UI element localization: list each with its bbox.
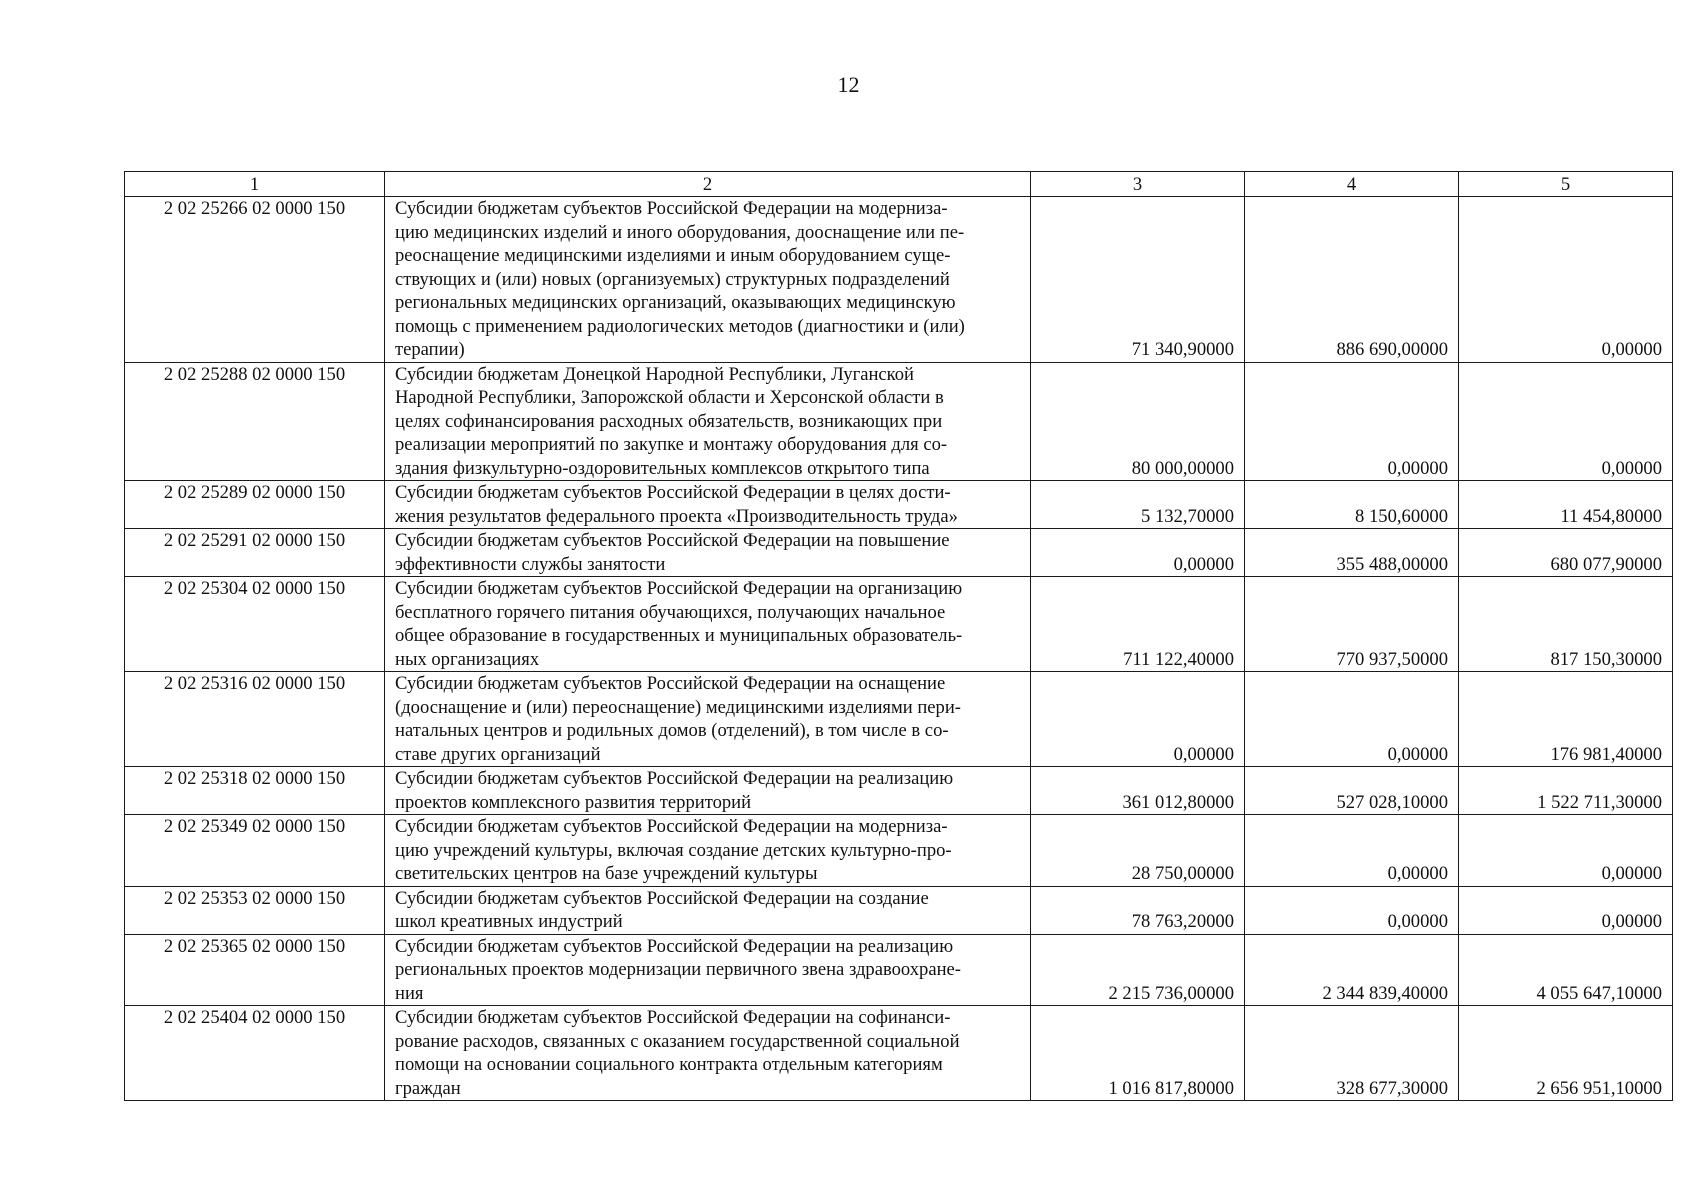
description-line: Субсидии бюджетам субъектов Российской Федерации на софинанси- bbox=[395, 1007, 951, 1028]
revenue-code: 2 02 25288 02 0000 150 bbox=[125, 362, 385, 481]
description-line: школ креативных индустрий bbox=[395, 911, 623, 932]
description-line: Субсидии бюджетам субъектов Российской Федерации на оснащение bbox=[395, 673, 946, 694]
description-line: эффективности службы занятости bbox=[395, 553, 666, 575]
amount-col-4: 8 150,60000 bbox=[1245, 481, 1459, 529]
amount-col-3: 361 012,80000 bbox=[1031, 767, 1245, 815]
amount-col-5: 680 077,90000 bbox=[1459, 529, 1673, 577]
revenue-description bbox=[385, 767, 1031, 815]
description-line: помощи на основании социального контракта отдельным категориям bbox=[395, 1054, 943, 1075]
amount-col-5: 0,00000 bbox=[1459, 886, 1673, 934]
description-line: ных организациях bbox=[395, 648, 540, 670]
revenue-code: 2 02 25365 02 0000 150 bbox=[125, 934, 385, 1006]
amount-col-3: 711 122,40000 bbox=[1031, 577, 1245, 672]
amount-col-3: 2 215 736,00000 bbox=[1031, 934, 1245, 1006]
amount-col-3: 0,00000 bbox=[1031, 529, 1245, 577]
revenue-code: 2 02 25349 02 0000 150 bbox=[125, 815, 385, 887]
revenue-code: 2 02 25266 02 0000 150 bbox=[125, 197, 385, 363]
revenue-code: 2 02 25404 02 0000 150 bbox=[125, 1006, 385, 1101]
header-cell-5: 5 bbox=[1459, 172, 1673, 197]
amount-col-5: 0,00000 bbox=[1459, 362, 1673, 481]
table-row bbox=[125, 481, 1673, 529]
amount-col-4: 328 677,30000 bbox=[1245, 1006, 1459, 1101]
description-line: региональных медицинских организаций, оказывающих медицинскую bbox=[395, 292, 956, 313]
description-line: ставе других организаций bbox=[395, 743, 601, 765]
description-line: реализации мероприятий по закупке и монтажу оборудования для со- bbox=[395, 434, 948, 455]
amount-col-4: 0,00000 bbox=[1245, 886, 1459, 934]
amount-col-3: 5 132,70000 bbox=[1031, 481, 1245, 529]
revenue-description bbox=[385, 934, 1031, 1006]
amount-col-4: 770 937,50000 bbox=[1245, 577, 1459, 672]
revenue-description bbox=[385, 197, 1031, 363]
revenue-description bbox=[385, 577, 1031, 672]
description-line: цию учреждений культуры, включая создание детских культурно-про- bbox=[395, 839, 952, 861]
description-line: Субсидии бюджетам Донецкой Народной Республики, Луганской bbox=[395, 363, 915, 385]
description-line: Субсидии бюджетам субъектов Российской Федерации на организацию bbox=[395, 578, 963, 599]
description-line: проектов комплексного развития территорий bbox=[395, 791, 752, 813]
amount-col-5: 2 656 951,10000 bbox=[1459, 1006, 1673, 1101]
revenue-description bbox=[385, 1006, 1031, 1101]
amount-col-5: 176 981,40000 bbox=[1459, 672, 1673, 767]
amount-col-4: 0,00000 bbox=[1245, 815, 1459, 887]
revenue-code: 2 02 25353 02 0000 150 bbox=[125, 886, 385, 934]
table-row bbox=[125, 362, 1673, 481]
amount-col-3: 28 750,00000 bbox=[1031, 815, 1245, 887]
description-line: реоснащение медицинскими изделиями и иным оборудованием суще- bbox=[395, 245, 951, 266]
amount-col-5: 0,00000 bbox=[1459, 197, 1673, 363]
header-cell-2: 2 bbox=[385, 172, 1031, 197]
description-line: (дооснащение и (или) переоснащение) медицинскими изделиями пери- bbox=[395, 696, 961, 718]
description-line: натальных центров и родильных домов (отделений), в том числе в со- bbox=[395, 720, 949, 741]
amount-col-5: 1 522 711,30000 bbox=[1459, 767, 1673, 815]
description-line: помощь с применением радиологических методов (диагностики и (или) bbox=[395, 315, 965, 337]
table-row bbox=[125, 767, 1673, 815]
description-line: Субсидии бюджетам субъектов Российской Федерации на повышение bbox=[395, 530, 950, 551]
header-cell-3: 3 bbox=[1031, 172, 1245, 197]
description-line: Субсидии бюджетам субъектов Российской Федерации на реализацию bbox=[395, 768, 954, 789]
amount-col-3: 80 000,00000 bbox=[1031, 362, 1245, 481]
description-line: общее образование в государственных и муниципальных образователь- bbox=[395, 625, 963, 646]
revenue-code: 2 02 25304 02 0000 150 bbox=[125, 577, 385, 672]
table-row bbox=[125, 1006, 1673, 1101]
description-line: Субсидии бюджетам субъектов Российской Федерации в целях дости- bbox=[395, 482, 951, 503]
revenue-description bbox=[385, 672, 1031, 767]
description-line: Народной Республики, Запорожской области и Херсонской области в bbox=[395, 387, 944, 408]
description-line: рование расходов, связанных с оказанием государственной социальной bbox=[395, 1030, 960, 1052]
description-line: светительских центров на базе учреждений культуры bbox=[395, 863, 818, 884]
amount-col-5: 4 055 647,10000 bbox=[1459, 934, 1673, 1006]
amount-col-4: 0,00000 bbox=[1245, 672, 1459, 767]
table-body bbox=[125, 197, 1673, 1101]
revenue-description bbox=[385, 529, 1031, 577]
table-row bbox=[125, 672, 1673, 767]
table-row bbox=[125, 815, 1673, 887]
amount-col-4: 0,00000 bbox=[1245, 362, 1459, 481]
table-row bbox=[125, 934, 1673, 1006]
description-line: ствующих и (или) новых (организуемых) структурных подразделений bbox=[395, 268, 950, 290]
description-line: жения результатов федерального проекта «Производительность труда» bbox=[395, 505, 958, 527]
description-line: граждан bbox=[395, 1077, 461, 1099]
description-line: здания физкультурно-оздоровительных комплексов открытого типа bbox=[395, 457, 930, 479]
amount-col-4: 355 488,00000 bbox=[1245, 529, 1459, 577]
amount-col-3: 1 016 817,80000 bbox=[1031, 1006, 1245, 1101]
table-row bbox=[125, 197, 1673, 363]
amount-col-4: 527 028,10000 bbox=[1245, 767, 1459, 815]
amount-col-4: 2 344 839,40000 bbox=[1245, 934, 1459, 1006]
amount-col-4: 886 690,00000 bbox=[1245, 197, 1459, 363]
description-line: Субсидии бюджетам субъектов Российской Федерации на реализацию bbox=[395, 935, 954, 957]
amount-col-3: 78 763,20000 bbox=[1031, 886, 1245, 934]
description-line: цию медицинских изделий и иного оборудования, дооснащение или пе- bbox=[395, 221, 965, 243]
budget-table bbox=[124, 171, 1673, 1101]
description-line: бесплатного горячего питания обучающихся, получающих начальное bbox=[395, 601, 946, 623]
amount-col-3: 71 340,90000 bbox=[1031, 197, 1245, 363]
table-row bbox=[125, 577, 1673, 672]
revenue-code: 2 02 25291 02 0000 150 bbox=[125, 529, 385, 577]
amount-col-5: 817 150,30000 bbox=[1459, 577, 1673, 672]
description-line: Субсидии бюджетам субъектов Российской Федерации на модерниза- bbox=[395, 816, 948, 837]
amount-col-5: 0,00000 bbox=[1459, 815, 1673, 887]
page-number: 12 bbox=[837, 72, 860, 97]
revenue-code: 2 02 25289 02 0000 150 bbox=[125, 481, 385, 529]
header-cell-4: 4 bbox=[1245, 172, 1459, 197]
header-cell-1: 1 bbox=[125, 172, 385, 197]
revenue-code: 2 02 25318 02 0000 150 bbox=[125, 767, 385, 815]
revenue-description bbox=[385, 481, 1031, 529]
revenue-description bbox=[385, 815, 1031, 887]
description-line: Субсидии бюджетам субъектов Российской Федерации на модерниза- bbox=[395, 198, 948, 219]
description-line: региональных проектов модернизации первичного звена здравоохране- bbox=[395, 959, 961, 980]
description-line: ния bbox=[395, 982, 424, 1004]
table-row bbox=[125, 886, 1673, 934]
description-line: целях софинансирования расходных обязательств, возникающих при bbox=[395, 410, 943, 432]
revenue-description bbox=[385, 362, 1031, 481]
revenue-code: 2 02 25316 02 0000 150 bbox=[125, 672, 385, 767]
description-line: Субсидии бюджетам субъектов Российской Федерации на создание bbox=[395, 887, 929, 909]
table-row bbox=[125, 529, 1673, 577]
header-row bbox=[125, 172, 1673, 197]
revenue-description bbox=[385, 886, 1031, 934]
amount-col-5: 11 454,80000 bbox=[1459, 481, 1673, 529]
description-line: терапии) bbox=[395, 339, 465, 360]
amount-col-3: 0,00000 bbox=[1031, 672, 1245, 767]
